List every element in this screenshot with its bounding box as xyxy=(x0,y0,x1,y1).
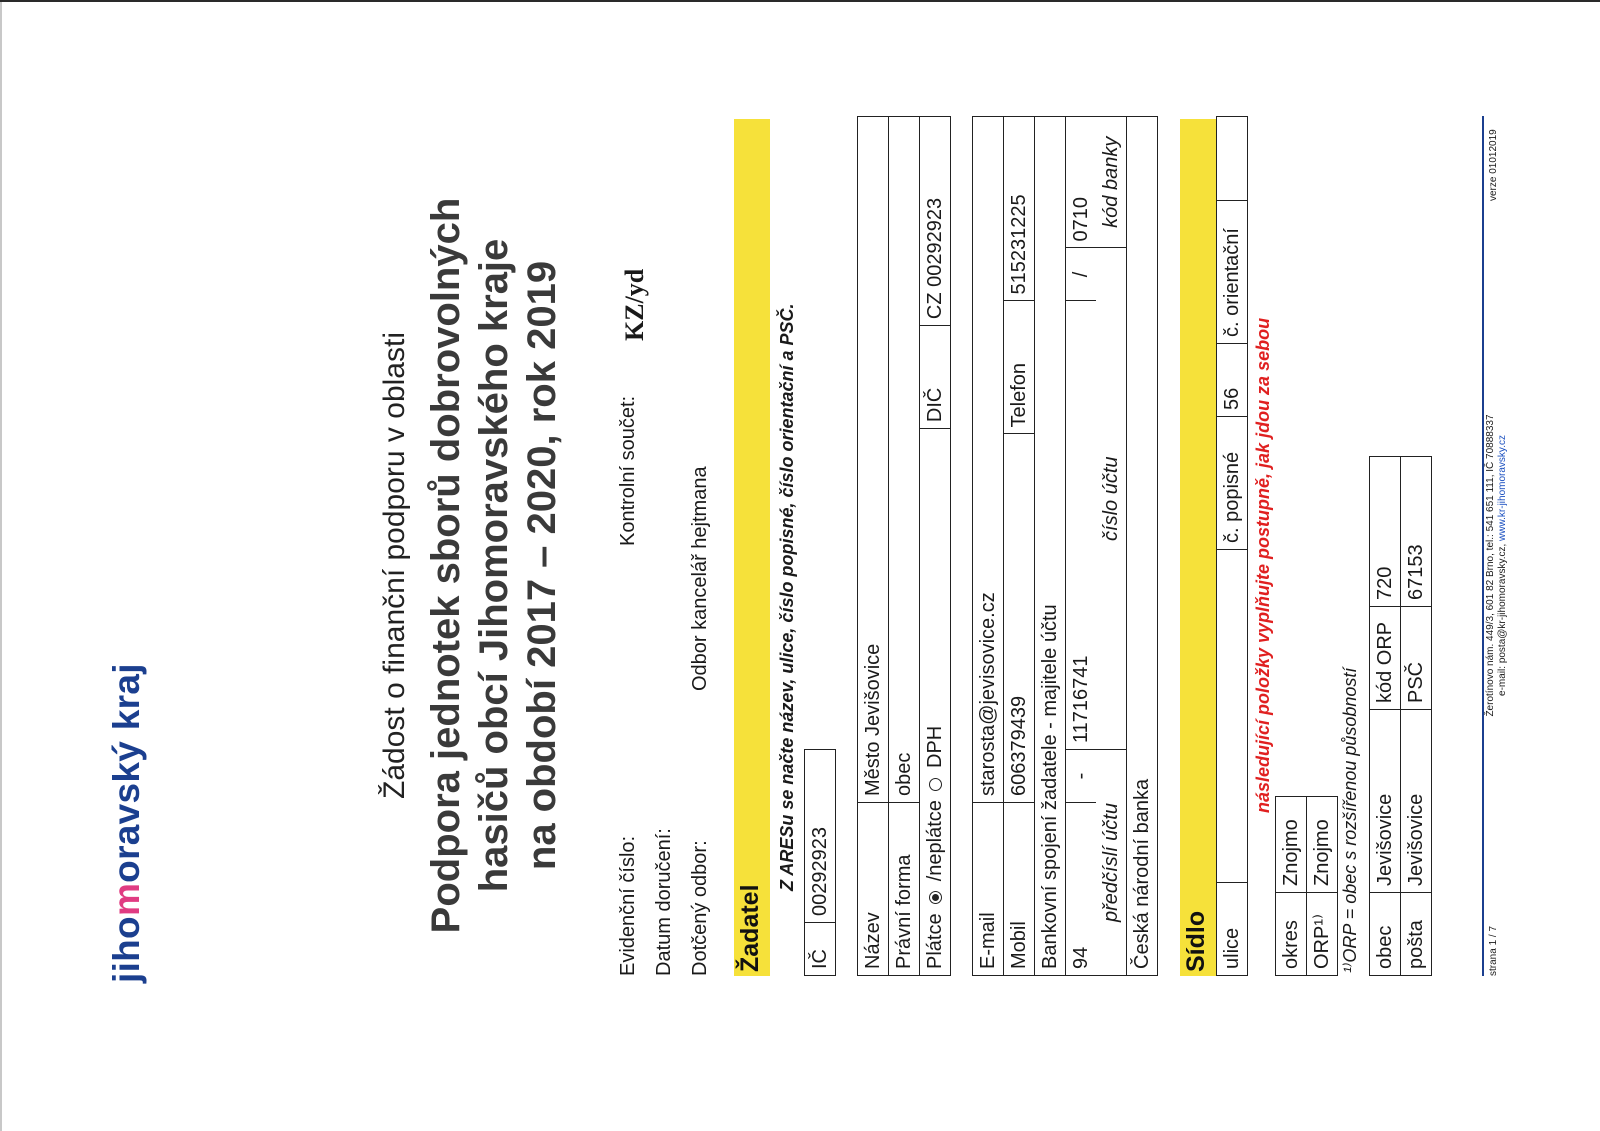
okres-field[interactable]: Znojmo xyxy=(1276,797,1307,893)
ic-label: IČ xyxy=(805,923,836,976)
neplatce-label: /neplátce xyxy=(923,800,946,882)
cislo-uctu-caption: číslo účtu xyxy=(1096,248,1127,750)
kod-orp-label: kód ORP xyxy=(1370,607,1401,710)
footer-version: verze 01012019 xyxy=(1488,129,1499,201)
orp-footnote: ¹⁾ORP = obec s rozšířenou působností xyxy=(1340,667,1360,973)
ulice-label: ulice xyxy=(1217,883,1248,976)
sidlo-address-table xyxy=(1216,116,1248,976)
platce-row xyxy=(920,429,951,976)
platce-radio[interactable] xyxy=(929,891,942,904)
ares-note: Z ARESu se načte název, ulice, číslo popisné, číslo orientační a PSČ. xyxy=(777,303,797,891)
orp-label: ORP¹⁾ xyxy=(1307,893,1338,976)
okres-label: okres xyxy=(1276,893,1307,976)
dic-label: DIČ xyxy=(920,326,951,429)
sidlo-section-bar xyxy=(1180,119,1216,976)
footer-address-line: Žerotínovo nám. 449/3, 601 82 Brno, tel.: 541 651 111, IČ 70888337 xyxy=(1485,414,1496,717)
co-label: č. orientační xyxy=(1217,201,1248,344)
okres-table xyxy=(1275,796,1338,976)
footer-rule xyxy=(1482,116,1484,976)
ulice-field[interactable] xyxy=(1217,550,1248,883)
scan-edge xyxy=(0,0,2,1131)
email-label: E-mail xyxy=(973,803,1004,976)
dic-field[interactable]: CZ 00292923 xyxy=(920,117,951,326)
telefon-field[interactable]: 515231225 xyxy=(1004,117,1035,301)
cp-label: č. popisné xyxy=(1217,417,1248,550)
platce-label: Plátce xyxy=(923,913,946,969)
kod-banky-caption: kód banky xyxy=(1096,117,1127,248)
predcisli-caption: předčíslí účtu xyxy=(1096,750,1127,976)
nazev-field[interactable]: Město Jevišovice xyxy=(858,117,889,803)
mobil-label: Mobil xyxy=(1004,803,1035,976)
pravni-forma-field[interactable]: obec xyxy=(889,117,920,803)
pravni-forma-label: Právní forma xyxy=(889,803,920,976)
form-title-line1: Podpora jednotek sborů dobrovolných xyxy=(424,197,468,934)
zadatel-contact-table xyxy=(972,116,1158,976)
footer-page-number: strana 1 / 7 xyxy=(1488,925,1499,976)
posta-label: pošta xyxy=(1401,893,1432,976)
zadatel-identity-table xyxy=(857,116,951,976)
mobil-field[interactable]: 606379439 xyxy=(1004,434,1035,803)
kontrolni-label: Kontrolní součet: xyxy=(617,395,639,546)
psc-label: PSČ xyxy=(1401,607,1432,710)
footer-email: e-mail: posta@kr-jihomoravsky.cz, xyxy=(1497,540,1508,696)
predcisli-field[interactable]: 94 xyxy=(1066,803,1097,976)
kontrolni-value: KZ/yd xyxy=(620,268,649,341)
zadatel-section-bar xyxy=(734,119,770,976)
evidencni-label: Evidenční číslo: xyxy=(617,835,639,976)
form-subtitle: Žádost o finanční podporu v oblasti xyxy=(378,332,411,799)
psc-field[interactable]: 67153 xyxy=(1401,457,1432,607)
region-logo: jihomoravský kraj xyxy=(106,663,147,983)
odbor-label: Dotčený odbor: xyxy=(689,840,711,976)
zadatel-heading: Žadatel xyxy=(736,884,764,972)
scan-edge-right xyxy=(0,0,1600,2)
sidlo-order-note: následující položky vyplňujte postupně, jak jdou za sebou xyxy=(1253,317,1273,813)
ic-field[interactable]: 00292923 xyxy=(805,750,836,923)
co-field[interactable] xyxy=(1217,117,1248,201)
dash-separator: - xyxy=(1066,750,1097,803)
neplatce-radio[interactable] xyxy=(929,778,942,791)
sidlo-heading: Sídlo xyxy=(1182,910,1210,972)
datum-label: Datum doručení: xyxy=(653,828,675,976)
slash-separator: / xyxy=(1066,248,1097,301)
posta-field[interactable]: Jevišovice xyxy=(1401,710,1432,893)
odbor-value: Odbor kancelář hejtmana xyxy=(689,466,711,691)
dph-label: DPH xyxy=(923,725,946,768)
obec-field[interactable]: Jevišovice xyxy=(1370,710,1401,893)
bank-label: Bankovní spojení žadatele - majitele účtu xyxy=(1035,117,1066,976)
form-title-line2: hasičů obcí Jihomoravského kraje xyxy=(472,238,516,893)
cp-field[interactable]: 56 xyxy=(1217,344,1248,417)
orp-field[interactable]: Znojmo xyxy=(1307,797,1338,893)
kod-orp-field[interactable]: 720 xyxy=(1370,457,1401,607)
obec-label: obec xyxy=(1370,893,1401,976)
obec-table xyxy=(1369,456,1432,976)
ic-table xyxy=(804,749,836,976)
form-title-line3: na období 2017 – 2020, rok 2019 xyxy=(520,260,564,871)
kod-banky-field[interactable]: 0710 xyxy=(1066,117,1097,248)
telefon-label: Telefon xyxy=(1004,301,1035,434)
cislo-uctu-field[interactable]: 11716741 xyxy=(1066,301,1097,750)
footer-web-link[interactable]: www.kr-jihomoravsky.cz xyxy=(1497,435,1508,541)
email-field[interactable]: starosta@jevisovice.cz xyxy=(973,117,1004,803)
banka-name-field[interactable]: Česká národní banka xyxy=(1127,117,1158,976)
nazev-label: Název xyxy=(858,803,889,976)
